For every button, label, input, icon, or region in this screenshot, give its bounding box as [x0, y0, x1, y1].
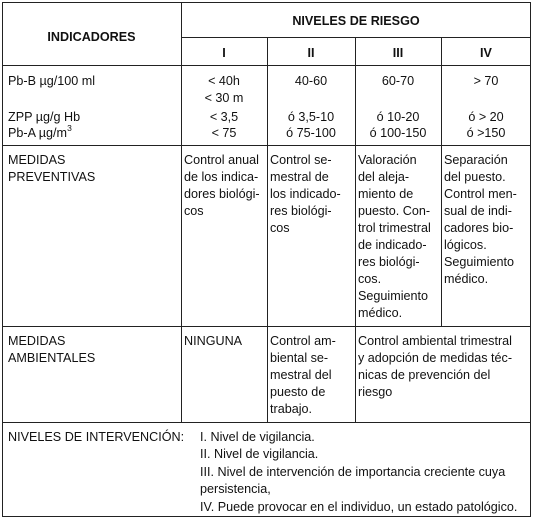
level-header-II: II: [307, 46, 315, 60]
preventivas-III-line-10: médico.: [358, 306, 403, 320]
pbb-value-IV: > 70: [473, 74, 499, 88]
ambientales-II-line-4: puesto de: [270, 385, 326, 399]
pbb-value-I-extra: < 30 m: [204, 91, 244, 105]
preventivas-II-line-1: Control se-: [270, 153, 332, 167]
preventivas-II-line-3: los indicado-: [270, 187, 341, 201]
preventivas-III-line-4: puesto. Con-: [358, 204, 431, 218]
preventivas-III-line-8: cos.: [358, 272, 382, 286]
ambientales-II-line-2: biental se-: [270, 351, 329, 365]
preventivas-I-line-3: dores biológi-: [184, 187, 260, 201]
preventivas-IV-line-7: Seguimiento: [444, 255, 515, 269]
pbb-value-II: 40-60: [294, 74, 328, 88]
preventivas-I-line-1: Control anual: [184, 153, 259, 167]
intervencion-item-1: I. Nivel de vigilancia.: [200, 430, 315, 444]
preventivas-IV-line-6: lógicos.: [444, 238, 487, 252]
preventivas-II-line-5: cos: [270, 221, 290, 235]
intervencion-item-3: III. Nivel de intervención de importancia creciente cuya: [200, 465, 506, 479]
indicator-zpp-label: ZPP µg/g Hb: [8, 110, 81, 124]
intervencion-item-5: IV. Puede provocar en el individuo, un estado patológico.: [200, 500, 518, 514]
preventivas-II-line-2: mestral de: [270, 170, 329, 184]
ambientales-II-line-5: trabajo.: [270, 402, 313, 416]
level-header-III: III: [392, 46, 404, 60]
zpp-value-IV: ó > 20: [468, 110, 504, 124]
preventivas-III-line-6: de indicado-: [358, 238, 427, 252]
preventivas-label-line-1: MEDIDAS: [8, 153, 66, 167]
preventivas-IV-line-5: cadores bio-: [444, 221, 514, 235]
preventivas-IV-line-2: del puesto.: [444, 170, 506, 184]
intervencion-item-2: II. Nivel de vigilancia.: [200, 447, 319, 461]
preventivas-IV-line-8: médico.: [444, 272, 489, 286]
preventivas-III-line-1: Valoración: [358, 153, 417, 167]
level-header-IV: IV: [480, 46, 492, 60]
preventivas-IV-line-1: Separación: [444, 153, 508, 167]
ambientales-I-value: NINGUNA: [184, 334, 243, 348]
ambientales-III-IV-line-2: y adopción de medidas téc-: [358, 351, 513, 365]
preventivas-III-line-5: trol trimestral: [358, 221, 431, 235]
zpp-value-III: ó 10-20: [376, 110, 420, 124]
ambientales-label-line-1: MEDIDAS: [8, 334, 66, 348]
preventivas-II-line-4: res biológi-: [270, 204, 332, 218]
indicator-pba-label: [8, 122, 72, 142]
col-rule-2: [267, 37, 268, 422]
pba-value-III: ó 100-150: [369, 126, 427, 140]
preventivas-IV-line-3: Control men-: [444, 187, 517, 201]
header-niveles-de-riesgo: NIVELES DE RIESGO: [292, 14, 420, 28]
pbb-value-I: < 40h: [208, 74, 240, 88]
indicator-pba-text: Pb-A µg/m: [8, 126, 68, 140]
ambientales-II-line-1: Control am-: [270, 334, 336, 348]
pba-value-IV: ó >150: [466, 126, 506, 140]
preventivas-I-line-2: de los indica-: [184, 170, 259, 184]
preventivas-III-line-2: del aleja-: [358, 170, 410, 184]
ambientales-label-line-2: AMBIENTALES: [8, 351, 96, 365]
zpp-value-I: < 3,5: [209, 110, 239, 124]
pbb-value-III: 60-70: [381, 74, 415, 88]
pba-value-I: < 75: [211, 126, 237, 140]
pba-value-II: ó 75-100: [286, 126, 336, 140]
indicator-pbb-label: Pb-B µg/100 ml: [8, 74, 96, 88]
preventivas-label-line-2: PREVENTIVAS: [8, 170, 96, 184]
zpp-value-II: ó 3,5-10: [287, 110, 335, 124]
ambientales-III-IV-line-4: riesgo: [358, 385, 393, 399]
ambientales-III-IV-line-1: Control ambiental trimestral: [358, 334, 512, 348]
indicator-pba-superscript: 3: [67, 122, 72, 133]
preventivas-IV-line-4: sual de indi-: [444, 204, 512, 218]
preventivas-III-line-3: miento de: [358, 187, 414, 201]
level-header-I: I: [222, 46, 226, 60]
intervencion-label: NIVELES DE INTERVENCIÓN:: [8, 430, 185, 444]
col-rule-3b: [355, 145, 356, 422]
preventivas-III-line-7: res biológi-: [358, 255, 420, 269]
col-rule-1: [181, 2, 182, 422]
rule-ambientales-bottom: [2, 422, 531, 423]
ambientales-II-line-3: mestral del: [270, 368, 332, 382]
preventivas-III-line-9: Seguimiento: [358, 289, 429, 303]
preventivas-I-line-4: cos: [184, 204, 204, 218]
header-indicadores: INDICADORES: [47, 30, 136, 44]
intervencion-item-4: persistencia,: [200, 482, 271, 496]
ambientales-III-IV-line-3: nicas de prevención del: [358, 368, 491, 382]
